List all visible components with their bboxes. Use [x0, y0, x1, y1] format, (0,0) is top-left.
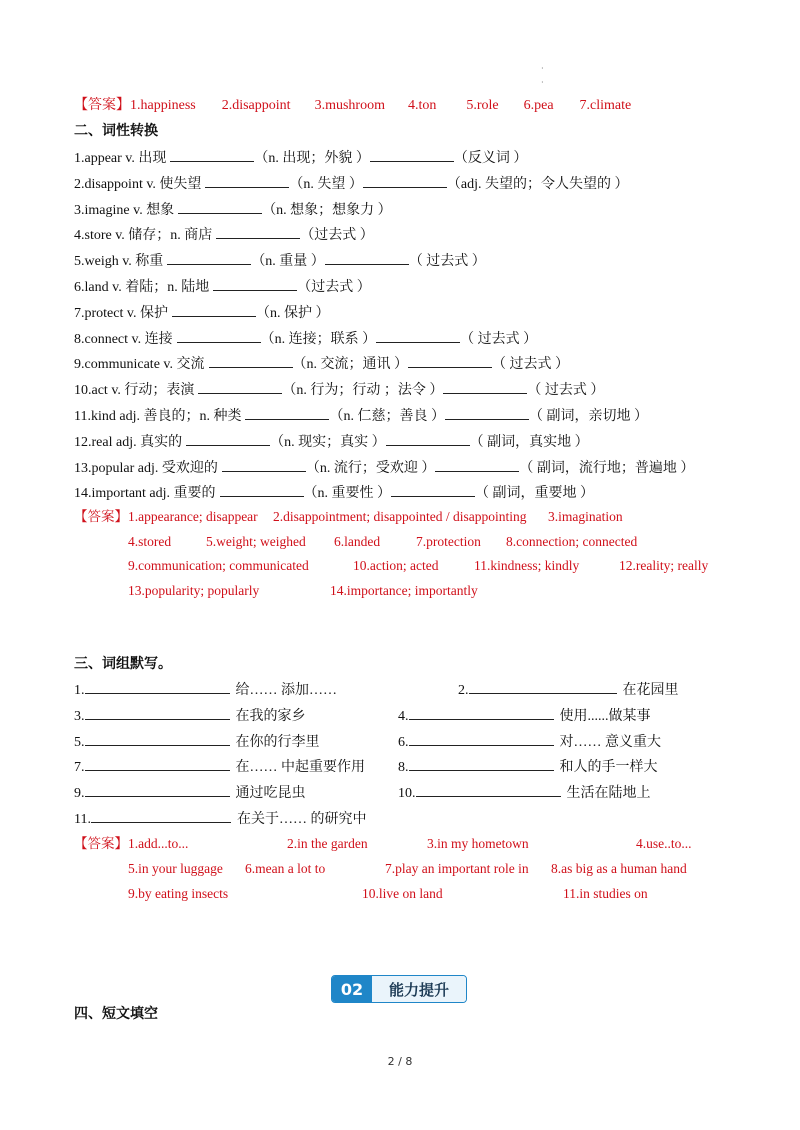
answer-item: 10.action; acted [353, 558, 439, 573]
answer-blank[interactable] [209, 354, 293, 368]
answer-blank[interactable] [85, 757, 230, 771]
answer-item: 10.live on land [362, 886, 443, 901]
answer-item: 5.in your luggage [128, 861, 223, 876]
word-prompt: 6.land v. 着陆；n. 陆地 [74, 280, 210, 295]
word-form-row [74, 148, 527, 168]
phrase-row [74, 680, 337, 700]
decor-dot: · [541, 78, 544, 87]
word-hint: （反义词 ） [453, 151, 528, 166]
answer-blank[interactable] [416, 783, 561, 797]
answer-blank[interactable] [216, 225, 300, 239]
phrase-row [74, 706, 306, 726]
answer-blank[interactable] [363, 174, 447, 188]
word-form-row [74, 329, 537, 349]
answer-item: 8.as big as a human hand [551, 861, 687, 876]
word-hint: （n. 流行；受欢迎 ） [305, 460, 436, 476]
phrase-number: 1. [74, 683, 85, 698]
answer-blank[interactable] [85, 680, 230, 694]
word-hint: （ 过去式 ） [460, 331, 538, 347]
phrase-number: 11. [74, 812, 91, 827]
answer-blank[interactable] [85, 732, 230, 746]
word-hint: （ 副词，亲切地 ） [528, 409, 648, 424]
phrase-row [74, 783, 306, 803]
word-hint: （n. 保护 ） [255, 305, 330, 321]
answer-blank[interactable] [409, 706, 554, 720]
word-form-row [74, 432, 589, 452]
word-prompt: 4.store v. 储存；n. 商店 [74, 228, 213, 244]
answer-blank[interactable] [386, 432, 470, 446]
answer-blank[interactable] [376, 329, 460, 343]
answer-item: 6.landed [334, 534, 381, 549]
answer-blank[interactable] [205, 174, 289, 188]
answer-blank[interactable] [325, 251, 409, 265]
word-hint: （adj. 失望的；令人失望的 ） [446, 176, 629, 192]
word-hint: （过去式 ） [297, 280, 371, 295]
answer-item: 3.imagination [548, 509, 623, 524]
word-hint: （n. 连接；联系 ） [260, 331, 377, 347]
word-prompt: 7.protect v. 保护 [74, 305, 168, 321]
word-hint: （n. 重要性 ） [303, 486, 392, 502]
answer-item: 4.use..to... [636, 836, 692, 851]
phrase-number: 9. [74, 786, 85, 801]
section2-title: 二、词性转换 [74, 123, 158, 139]
answer-item: 3.mushroom [314, 98, 385, 113]
answer-item: 9.by eating insects [128, 886, 229, 901]
phrase-row [398, 732, 661, 752]
phrase-hint: 在你的行李里 [235, 735, 320, 750]
page-number: 2 / 8 [387, 1055, 413, 1068]
word-hint: （ 副词，重要地 ） [475, 486, 595, 502]
section4-title: 四、短文填空 [74, 1006, 158, 1022]
word-form-row [74, 483, 594, 503]
answer-blank[interactable] [370, 148, 454, 162]
answer-item: 9.communication; communicated [128, 558, 309, 573]
phrase-hint: 在我的家乡 [235, 709, 306, 724]
word-prompt: 11.kind adj. 善良的；n. 种类 [74, 409, 242, 424]
answer-blank[interactable] [213, 277, 297, 291]
word-hint: （ 副词，真实地 ） [469, 434, 589, 450]
answer-item: 11.kindness; kindly [474, 558, 580, 573]
phrase-hint: 使用......做某事 [559, 709, 651, 724]
phrase-row [458, 680, 679, 700]
badge-label: 能力提升 [372, 976, 466, 1002]
phrase-hint: 生活在陆地上 [566, 786, 651, 801]
phrase-row [398, 706, 651, 726]
answer-item: 7.protection [416, 534, 481, 549]
phrase-number: 2. [458, 683, 469, 698]
word-prompt: 9.communicate v. 交流 [74, 357, 205, 373]
phrase-hint: 对…… 意义重大 [559, 735, 661, 750]
answer-line-section1 [74, 96, 631, 115]
answer-blank[interactable] [391, 483, 475, 497]
answer-item: 12.reality; really [619, 558, 709, 573]
answer-item: 5.role [466, 98, 499, 113]
phrase-hint: 给…… 添加…… [235, 683, 337, 698]
decor-dot: · [541, 64, 544, 73]
phrase-number: 6. [398, 735, 409, 750]
answer-blank[interactable] [469, 680, 617, 694]
word-form-row [74, 458, 694, 478]
answer-item: 2.disappoint [221, 98, 291, 113]
answer-blank[interactable] [178, 200, 262, 214]
answer-item: 2.disappointment; disappointed / disappointing [273, 509, 527, 524]
answer-item: 3.in my hometown [427, 836, 529, 851]
answer-blank[interactable] [85, 783, 230, 797]
answer-tag-section3: 【答案】1.add...to... [74, 836, 189, 851]
word-prompt: 8.connect v. 连接 [74, 331, 173, 347]
phrase-row [398, 757, 658, 777]
word-hint: （ 过去式 ） [408, 254, 486, 270]
badge-number: 02 [332, 976, 372, 1002]
answer-blank[interactable] [222, 458, 306, 472]
answer-blank[interactable] [85, 706, 230, 720]
answer-item: 11.in studies on [563, 886, 648, 901]
word-prompt: 3.imagine v. 想象 [74, 202, 175, 218]
word-prompt: 10.act v. 行动；表演 [74, 383, 195, 399]
phrase-number: 10. [398, 786, 416, 801]
answer-item: 4.ton [407, 98, 437, 113]
word-hint: （n. 想象；想象力 ） [262, 202, 392, 218]
answer-blank[interactable] [409, 757, 554, 771]
word-form-row [74, 406, 648, 426]
word-hint: （n. 行为；行动 ；法令 ） [282, 383, 444, 399]
answer-blank[interactable] [220, 483, 304, 497]
word-hint: （ 副词，流行地；普遍地 ） [519, 460, 695, 476]
answer-blank[interactable] [409, 732, 554, 746]
phrase-row [74, 757, 365, 777]
word-hint: （n. 出现；外貌 ） [254, 151, 370, 166]
phrase-hint: 和人的手一样大 [559, 760, 658, 775]
answer-item: 7.play an important role in [385, 861, 529, 876]
word-prompt: 1.appear v. 出现 [74, 151, 167, 166]
answer-blank[interactable] [198, 380, 282, 394]
word-form-row [74, 174, 629, 194]
phrase-number: 3. [74, 709, 85, 724]
word-form-row [74, 354, 569, 374]
phrase-hint: 在关于…… 的研究中 [236, 812, 367, 827]
word-prompt: 13.popular adj. 受欢迎的 [74, 460, 218, 476]
section-badge [331, 975, 467, 1003]
word-hint: （ 过去式 ） [527, 383, 605, 399]
word-form-row [74, 200, 392, 220]
answer-item: 6.mean a lot to [245, 861, 326, 876]
word-form-row [74, 277, 371, 297]
answer-item: 8.connection; connected [506, 534, 638, 549]
answers-section1 [130, 98, 631, 113]
answer-blank[interactable] [435, 458, 519, 472]
answer-item: 14.importance; importantly [330, 583, 478, 598]
answer-item: 7.climate [579, 98, 632, 113]
word-prompt: 14.important adj. 重要的 [74, 486, 216, 502]
word-prompt: 5.weigh v. 称重 [74, 254, 164, 270]
word-hint: （n. 仁慈；善良 ） [329, 409, 445, 424]
word-hint: （n. 重量 ） [251, 254, 325, 270]
answer-blank[interactable] [167, 251, 251, 265]
answer-blank[interactable] [408, 354, 492, 368]
answer-item: 6.pea [523, 98, 554, 113]
word-form-row [74, 225, 374, 245]
phrase-number: 8. [398, 760, 409, 775]
phrase-hint: 在花园里 [622, 683, 679, 698]
answer-item: 13.popularity; popularly [128, 583, 260, 598]
answer-blank[interactable] [245, 406, 329, 420]
answer-blank[interactable] [186, 432, 270, 446]
answer-tag: 【答案】 [74, 97, 130, 113]
word-hint: （n. 交流；通讯 ） [292, 357, 409, 373]
phrase-row [74, 732, 320, 752]
word-prompt: 12.real adj. 真实的 [74, 434, 183, 450]
word-hint: （n. 失望 ） [289, 176, 363, 192]
phrase-hint: 在…… 中起重要作用 [235, 760, 365, 775]
word-form-row [74, 251, 486, 271]
answer-blank[interactable] [177, 329, 261, 343]
answer-blank[interactable] [445, 406, 529, 420]
answer-item: 4.stored [128, 534, 172, 549]
answer-tag-section2: 【答案】1.appearance; disappear [74, 509, 258, 524]
answer-item: 1.happiness [130, 98, 196, 113]
phrase-number: 4. [398, 709, 409, 724]
word-form-row [74, 303, 329, 323]
answer-item: 5.weight; weighed [206, 534, 306, 549]
word-hint: （ 过去式 ） [492, 357, 570, 373]
phrase-row [398, 783, 651, 803]
phrase-number: 5. [74, 735, 85, 750]
word-hint: （过去式 ） [300, 228, 374, 244]
phrase-number: 7. [74, 760, 85, 775]
answer-blank[interactable] [443, 380, 527, 394]
word-prompt: 2.disappoint v. 使失望 [74, 176, 202, 192]
phrase-row [74, 809, 366, 829]
answer-item: 2.in the garden [287, 836, 368, 851]
answer-blank[interactable] [172, 303, 256, 317]
answer-blank[interactable] [170, 148, 254, 162]
word-form-row [74, 380, 604, 400]
word-hint: （n. 现实；真实 ） [270, 434, 386, 450]
section3-title: 三、词组默写。 [74, 656, 172, 672]
phrase-hint: 通过吃昆虫 [235, 786, 306, 801]
answer-blank[interactable] [91, 809, 231, 823]
